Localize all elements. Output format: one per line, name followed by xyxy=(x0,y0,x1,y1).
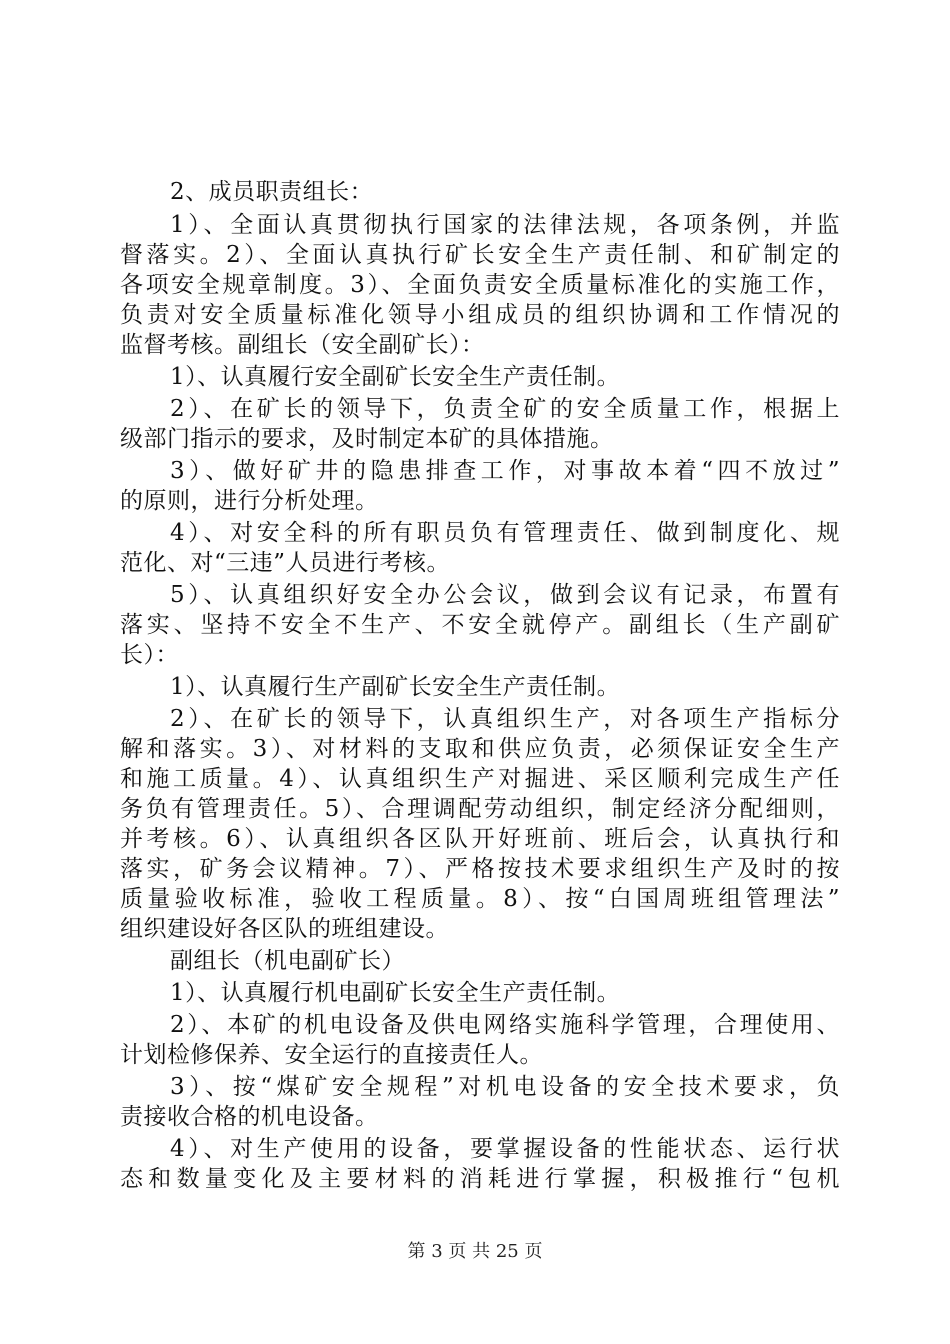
paragraph-line: 1）、认真履行机电副矿长安全生产责任制。 xyxy=(170,980,621,1006)
paragraph-line: 负责对安全质量标准化领导小组成员的组织协调和工作情况的 xyxy=(120,302,840,328)
paragraph-line: 4）、对安全科的所有职员负有管理责任、做到制度化、规 xyxy=(170,520,840,546)
paragraph-line: 3）、按“煤矿安全规程”对机电设备的安全技术要求，负 xyxy=(170,1074,840,1100)
page-number-footer: 第 3 页 共 25 页 xyxy=(407,1241,543,1262)
section-heading: 2、成员职责组长： xyxy=(170,179,374,205)
paragraph-line: 1）、认真履行生产副矿长安全生产责任制。 xyxy=(170,674,621,700)
paragraph-line: 范化、对“三违”人员进行考核。 xyxy=(120,550,451,576)
paragraph-line: 解和落实。3）、对材料的支取和供应负责，必须保证安全生产 xyxy=(120,736,840,762)
paragraph-line: 的原则，进行分析处理。 xyxy=(120,488,379,514)
paragraph-line: 5）、认真组织好安全办公会议，做到会议有记录，布置有 xyxy=(170,582,840,608)
paragraph-line: 务负有管理责任。5）、合理调配劳动组织，制定经济分配细则， xyxy=(120,796,840,822)
paragraph-line: 监督考核。副组长（安全副矿长）： xyxy=(120,332,485,358)
paragraph-line: 态和数量变化及主要材料的消耗进行掌握，积极推行“包机 xyxy=(120,1166,840,1192)
paragraph-line: 2）、在矿长的领导下，负责全矿的安全质量工作，根据上 xyxy=(170,396,840,422)
paragraph-line: 计划检修保养、安全运行的直接责任人。 xyxy=(120,1042,543,1068)
paragraph-line: 督落实。2）、全面认真执行矿长安全生产责任制、和矿制定的 xyxy=(120,242,840,268)
paragraph-line: 级部门指示的要求，及时制定本矿的具体措施。 xyxy=(120,426,614,452)
paragraph-line: 1）、全面认真贯彻执行国家的法律法规，各项条例，并监 xyxy=(170,212,840,238)
paragraph-line: 组织建设好各区队的班组建设。 xyxy=(120,916,449,942)
paragraph-line: 落实，矿务会议精神。7）、严格按技术要求组织生产及时的按 xyxy=(120,856,840,882)
paragraph-line: 长）： xyxy=(120,642,179,668)
paragraph-line: 4）、对生产使用的设备，要掌握设备的性能状态、运行状 xyxy=(170,1136,840,1162)
paragraph-line: 2）、在矿长的领导下，认真组织生产，对各项生产指标分 xyxy=(170,706,840,732)
paragraph-line: 各项安全规章制度。3）、全面负责安全质量标准化的实施工作， xyxy=(120,272,840,298)
paragraph-line: 并考核。6）、认真组织各区队开好班前、班后会，认真执行和 xyxy=(120,826,840,852)
paragraph-line: 和施工质量。4）、认真组织生产对掘进、采区顺利完成生产任 xyxy=(120,766,840,792)
paragraph-line: 3）、做好矿井的隐患排查工作，对事故本着“四不放过” xyxy=(170,458,840,484)
paragraph-line: 1）、认真履行安全副矿长安全生产责任制。 xyxy=(170,364,621,390)
paragraph-line: 2）、本矿的机电设备及供电网络实施科学管理，合理使用、 xyxy=(170,1012,840,1038)
paragraph-line: 落实、坚持不安全不生产、不安全就停产。副组长（生产副矿 xyxy=(120,612,840,638)
paragraph-line: 责接收合格的机电设备。 xyxy=(120,1104,379,1130)
subsection-heading: 副组长（机电副矿长） xyxy=(170,948,405,974)
paragraph-line: 质量验收标准，验收工程质量。8）、按“白国周班组管理法” xyxy=(120,886,840,912)
